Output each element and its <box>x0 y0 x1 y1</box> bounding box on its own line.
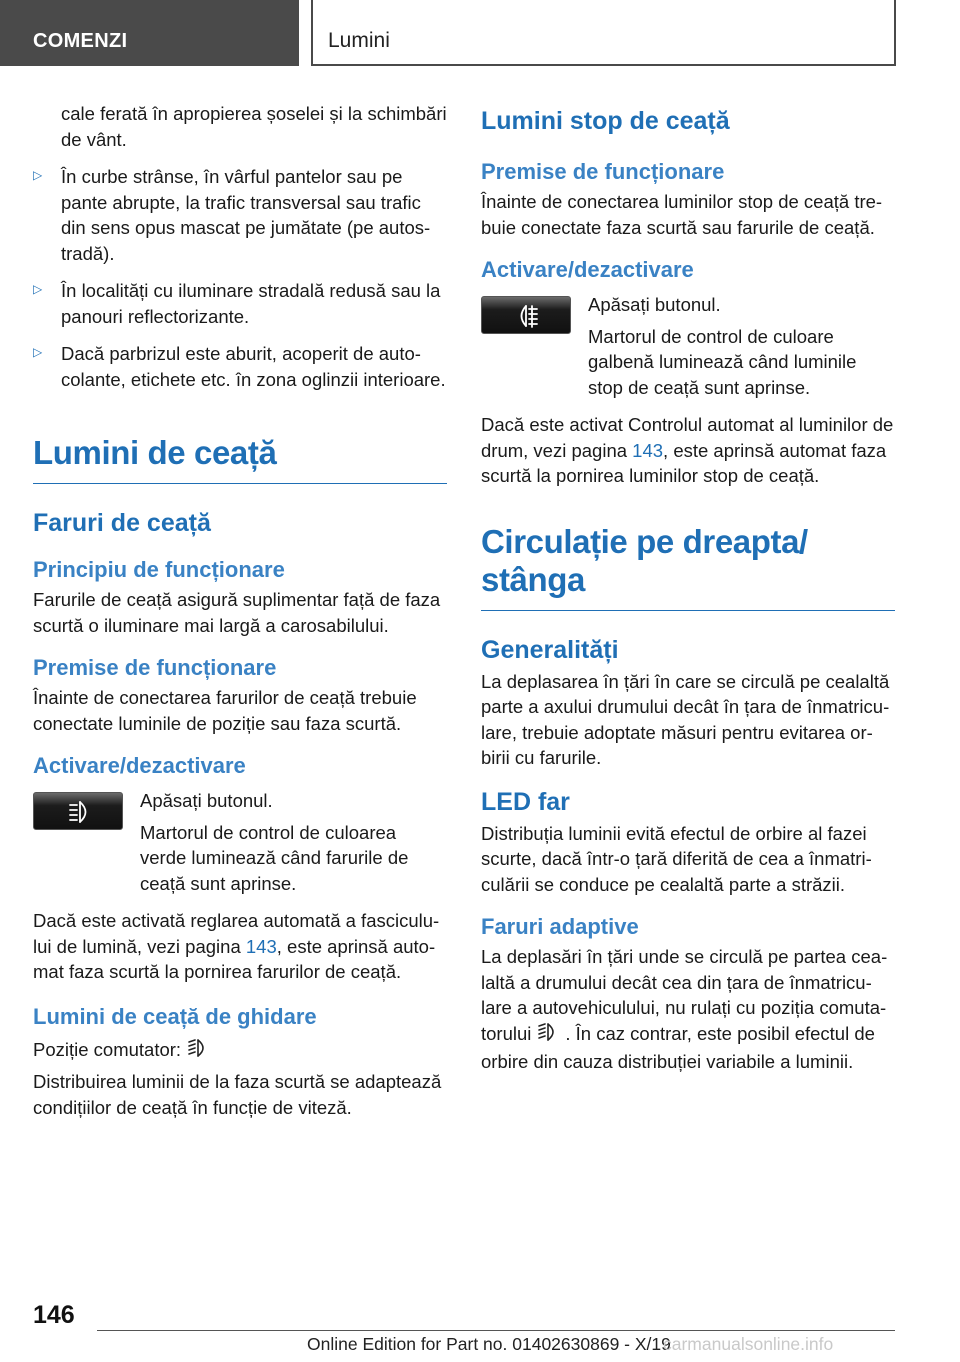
bullet-triangle-icon: ▷ <box>33 282 43 296</box>
paragraph: Farurile de ceață asigură suplimentar față de faza scurtă o iluminare mai largă a carosabilului. <box>33 589 441 636</box>
list-item: ▷ În localități cu iluminare stradală redusă sau la panouri reflectorizante. <box>33 280 441 327</box>
page-link[interactable]: 143 <box>245 935 277 957</box>
paragraph: Poziție comutator: <box>33 1037 447 1066</box>
topic-heading: Principiu de funcționare <box>33 557 285 582</box>
topic-heading: LED far <box>481 787 570 816</box>
paragraph: La deplasări în țări unde se circulă pe partea cealaltă a drumului decât cea din țara de înmatriculare a autovehiculului, nu rulați cu poziția comutatorului . În caz contrar, este posibil efectul de orbire din cauza distribuției variabile a luminii. <box>481 946 888 1072</box>
instruction-block <box>481 292 895 400</box>
switch-position-fog-icon <box>537 1021 559 1050</box>
instruction-text: Martorul de control de culoare galbenă luminează când luminile stop de ceață sunt aprinse. <box>588 325 857 398</box>
bullet-continuation: cale ferată în apropierea șoselei și la schimbări de vânt. <box>61 103 447 150</box>
switch-position-fog-icon <box>187 1037 209 1066</box>
bullet-triangle-icon: ▷ <box>33 345 43 359</box>
subsection-heading: Faruri de ceață <box>33 509 211 537</box>
right-column <box>481 98 895 1075</box>
page-number: 146 <box>33 1301 75 1329</box>
topic-heading: Activare/dezactivare <box>481 257 694 282</box>
section-heading: Lumini de ceață <box>33 434 447 484</box>
topic-heading: Faruri adaptive <box>481 914 639 939</box>
fog-light-rear-icon <box>481 296 571 334</box>
instruction-text: Martorul de control de culoarea verde luminează când farurile de ceață sunt aprinse. <box>140 821 409 894</box>
topic-heading: Premise de funcționare <box>481 159 725 184</box>
chapter-tab <box>311 0 896 66</box>
paragraph: Dacă este activată reglarea automată a fasciculului de lumină, vezi pagina 143, este aprinsă automat faza scurtă la pornirea farurilor de ceață. <box>33 910 440 982</box>
paragraph: Distribuirea luminii de la faza scurtă se adaptează condițiilor de ceață în funcție de viteză. <box>33 1071 442 1118</box>
list-item: ▷ Dacă parbrizul este aburit, acoperit de autocolante, etichete etc. în zona oglinzii interioare. <box>33 343 446 390</box>
fog-light-front-icon <box>33 792 123 830</box>
chapter-title: Lumini <box>328 29 390 52</box>
paragraph: Dacă este activat Controlul automat al luminilor de drum, vezi pagina 143, este aprinsă automat faza scurtă la pornirea luminilor stop de ceață. <box>481 414 894 486</box>
instruction-block <box>33 788 447 896</box>
section-label: COMENZI <box>33 30 128 52</box>
list-item: ▷ În curbe strânse, în vârful pantelor sau pe pante abrupte, la trafic transversal sau trafic din sens opus mascat pe jumătate (pe autostradă). <box>33 166 431 264</box>
topic-heading: Generalități <box>481 635 619 664</box>
page-link[interactable]: 143 <box>632 439 664 461</box>
section-tab <box>0 0 299 66</box>
topic-heading: Lumini de ceață de ghidare <box>33 1003 317 1029</box>
topic-heading: Premise de funcționare <box>33 655 277 680</box>
bullet-triangle-icon: ▷ <box>33 168 43 182</box>
edition-note: Online Edition for Part no. 01402630869 - X/19 <box>307 1334 671 1354</box>
instruction-text: Apăsați butonul. <box>588 294 721 315</box>
section-heading: Circulație pe dreapta/ stânga <box>481 523 895 611</box>
watermark: carmanualsonline.info <box>663 1334 834 1354</box>
left-column <box>33 98 447 1120</box>
subsection-heading: Lumini stop de ceață <box>481 107 730 135</box>
paragraph: Înainte de conectarea luminilor stop de ceață trebuie conectate faza scurtă sau farurile de ceață. <box>481 191 883 238</box>
paragraph: Distribuția luminii evită efectul de orbire al fazei scurte, dacă într-o țară diferită de cea a înmatriculării se conduce pe cealaltă parte a străzii. <box>481 822 872 895</box>
topic-heading: Activare/dezactivare <box>33 753 246 778</box>
instruction-text: Apăsați butonul. <box>140 790 273 811</box>
paragraph: Înainte de conectarea farurilor de ceață trebuie conectate luminile de poziție sau faza scurtă. <box>33 687 417 734</box>
bullet-list <box>33 164 447 392</box>
footer-divider <box>97 1330 895 1331</box>
paragraph: La deplasarea în țări în care se circulă pe cealaltă parte a axului drumului decât în țara de înmatriculare, trebuie adoptate măsuri pentru evitarea orbirii cu farurile. <box>481 670 890 768</box>
